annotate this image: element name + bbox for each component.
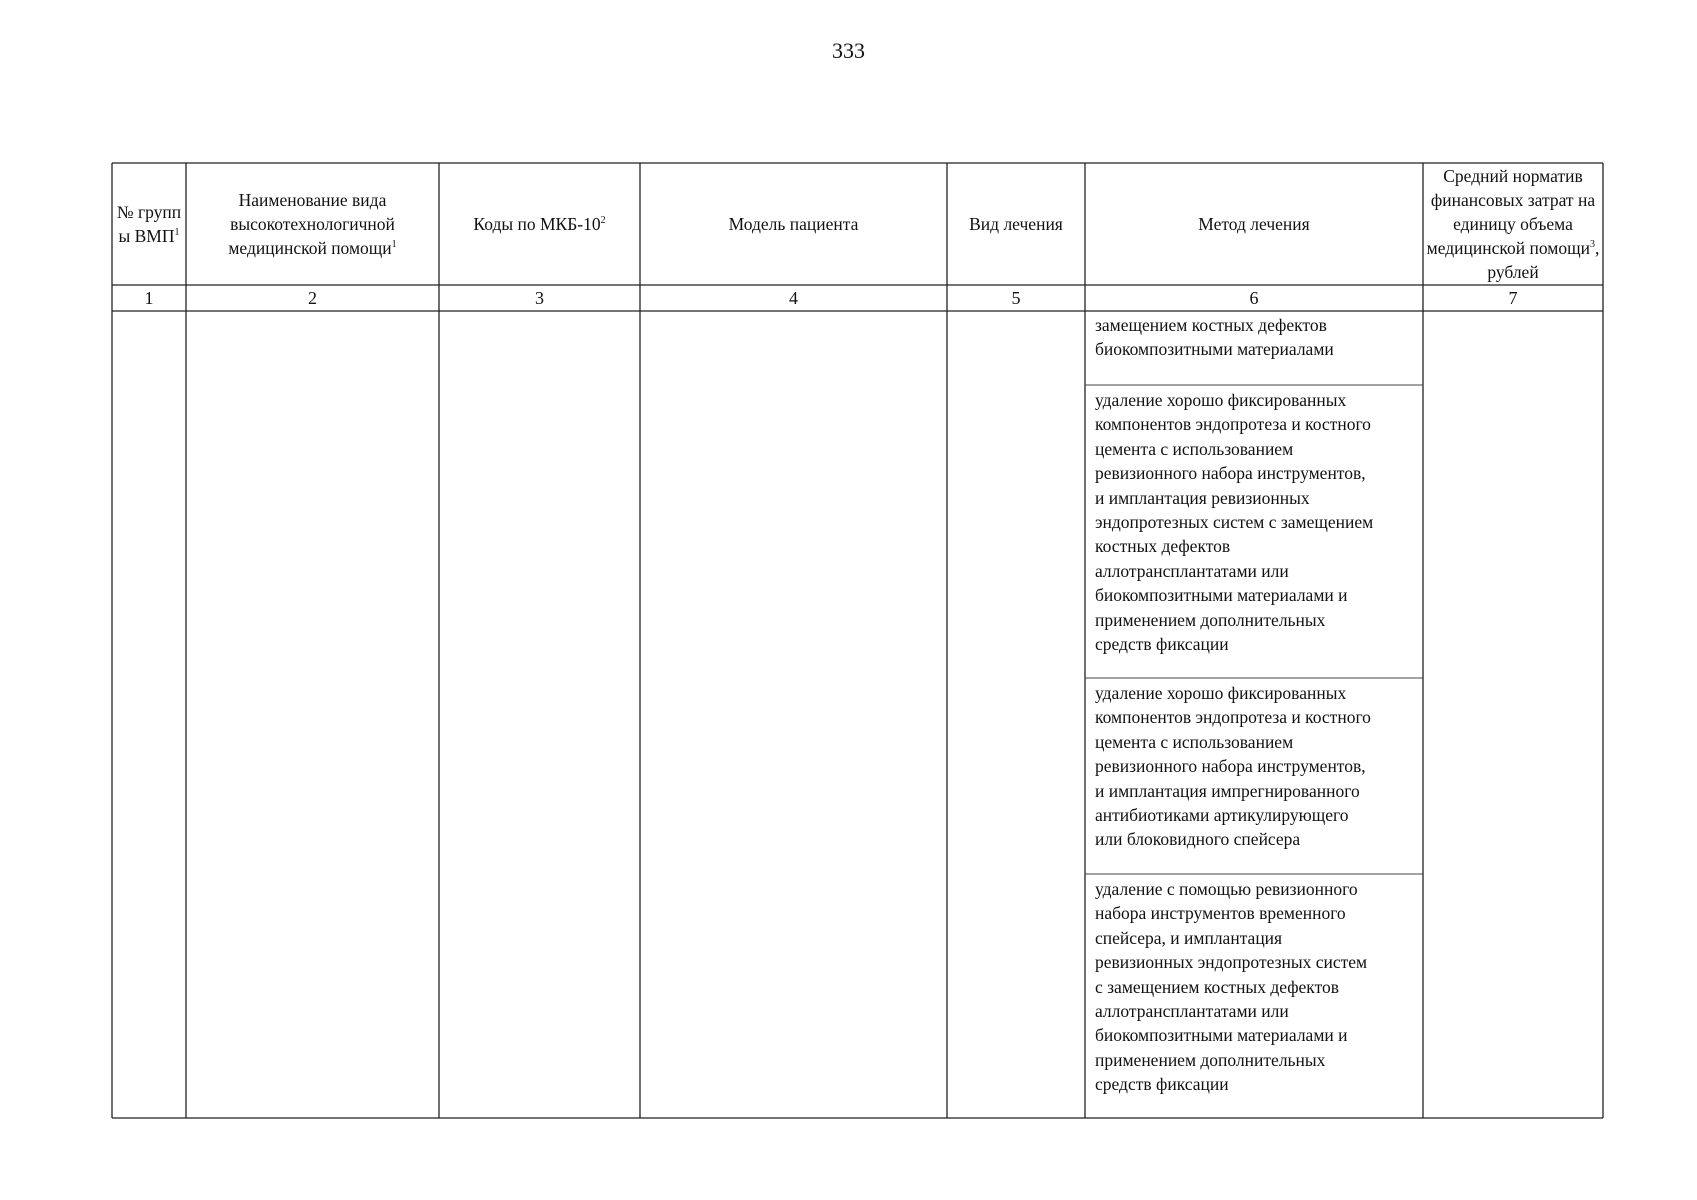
treatment-method-2: удаление хорошо фиксированных компонентов эндопротеза и костного цемента с использованием ревизионного набора инструментов, и имплантация ревизионных эндопротезных систем с замещением костных дефектов аллотрансплантатами или биокомпозитными материалами и применением дополнительных средств фиксации (1095, 390, 1374, 655)
header-patient-model: Модель пациента (728, 214, 859, 234)
column-number-4: 4 (789, 288, 798, 308)
treatment-method-4: удаление с помощью ревизионного набора инструментов временного спейсера, и имплантация ревизионных эндопротезных систем с замещением костных дефектов аллотрансплантатами или биокомпозитными материалами и применением дополнительных средств фиксации (1095, 879, 1368, 1095)
header-icd-codes: Коды по МКБ-$10^2$ (473, 214, 606, 234)
column-number-6: 6 (1249, 288, 1259, 308)
header-treatment-type: Вид лечения (969, 214, 1063, 234)
treatment-method-1: замещением костных дефектов биокомпозитными материалами (1095, 315, 1334, 360)
treatment-method-3: удаление хорошо фиксированных компонентов эндопротеза и костного цемента с использованием ревизионного набора инструментов, и имплантация импрегнированного антибиотиками артикулирующего или блоковидного спейсера (1095, 683, 1371, 850)
column-number-5: 5 (1011, 288, 1021, 308)
column-number-1: 1 (144, 288, 154, 308)
column-number-3: 3 (535, 288, 544, 308)
column-number-7: 7 (1508, 288, 1518, 308)
header-treatment-method: Метод лечения (1198, 214, 1310, 234)
column-number-2: 2 (308, 288, 317, 308)
header-group-number: № групп ы ВМП$^1$ (116, 202, 182, 246)
page-number: 333 (832, 38, 865, 63)
header-care-type-name: Наименование вида высокотехнологичной медицинской помощи$^1$ (228, 190, 397, 258)
header-cost-standard: Средний норматив финансовых затрат на единицу объема медицинской помощи$^3$, рублей (1426, 166, 1600, 282)
